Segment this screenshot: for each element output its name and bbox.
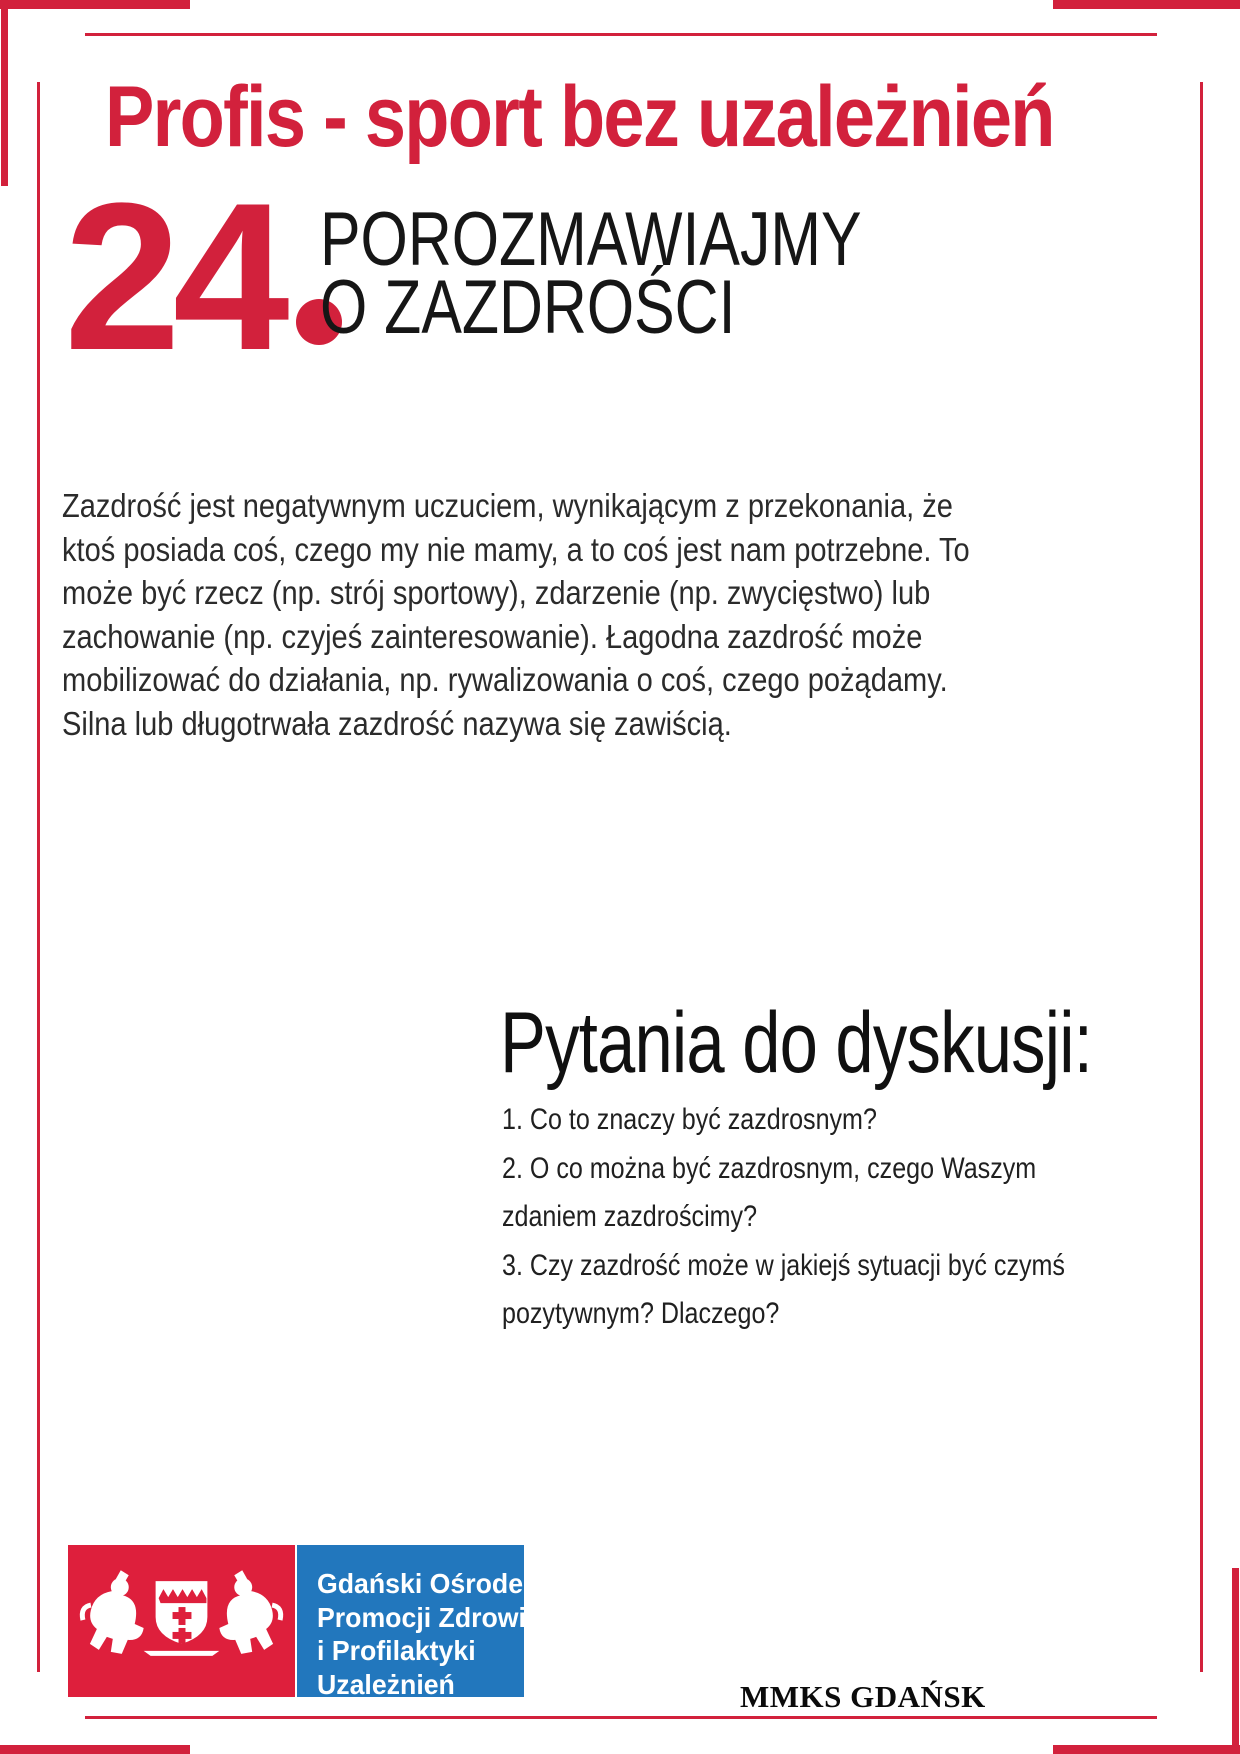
lesson-title-line-1: POROZMAWIAJMY xyxy=(320,197,862,282)
discussion-question-1: 1. Co to znaczy być zazdrosnym? xyxy=(502,1103,877,1136)
logo-org-line: i Profilaktyki xyxy=(317,1635,476,1666)
lesson-title-line-2: O ZAZDROŚCI xyxy=(320,265,736,350)
club-name: MMKS GDAŃSK xyxy=(740,1679,986,1714)
logo-org-line: Promocji Zdrowia xyxy=(317,1601,541,1633)
discussion-questions xyxy=(502,1096,1114,1339)
body-line: ktoś posiada coś, czego my nie mamy, a to coś jest nam potrzebne. To xyxy=(62,530,970,568)
program-title: Profis - sport bez uzależnień xyxy=(105,69,1054,165)
logo-org-line: Gdański Ośrodek xyxy=(317,1568,538,1599)
lion-right xyxy=(219,1570,280,1654)
frame-right-thin-line xyxy=(1200,82,1203,1672)
logo-org-name-box xyxy=(297,1545,541,1700)
discussion-question-2: 2. O co można być zazdrosnym, czego Waszym zdaniem zazdrościmy? xyxy=(502,1151,1037,1233)
frame-bottom-right-bar xyxy=(1053,1745,1240,1754)
body-line: może być rzecz (np. strój sportowy), zdarzenie (np. zwycięstwo) lub xyxy=(62,574,931,611)
body-line: zachowanie (np. czyjeś zainteresowanie). Łagodna zazdrość może xyxy=(62,617,923,655)
frame-left-thick-line xyxy=(1,2,8,186)
body-line: mobilizować do działania, np. rywalizowania o coś, czego pożądamy. xyxy=(62,661,948,698)
gdansk-coat-of-arms-icon xyxy=(68,1545,295,1697)
logo-org-line: Uzależnień xyxy=(317,1668,455,1700)
discussion-question-3: 3. Czy zazdrość może w jakiejś sytuacji być czymś pozytywnym? Dlaczego? xyxy=(502,1248,1065,1330)
frame-bottom-left-bar xyxy=(0,1745,190,1754)
logo-emblem-box xyxy=(68,1545,295,1697)
frame-top-left-bar xyxy=(0,0,190,9)
body-line: Zazdrość jest negatywnym uczuciem, wynikającym z przekonania, że xyxy=(62,487,953,524)
lion-left xyxy=(82,1570,143,1654)
body-line: Silna lub długotrwała zazdrość nazywa się zawiścią. xyxy=(62,704,732,742)
frame-bottom-thin-line xyxy=(85,1716,1157,1719)
frame-right-thick-line xyxy=(1232,1568,1239,1752)
frame-top-thin-line xyxy=(85,33,1157,36)
discussion-heading: Pytania do dyskusji: xyxy=(500,995,1093,1091)
frame-top-right-bar xyxy=(1053,0,1240,9)
lesson-number: 24 xyxy=(64,159,282,394)
body-paragraph xyxy=(62,484,1093,745)
frame-left-thin-line xyxy=(37,82,40,1672)
